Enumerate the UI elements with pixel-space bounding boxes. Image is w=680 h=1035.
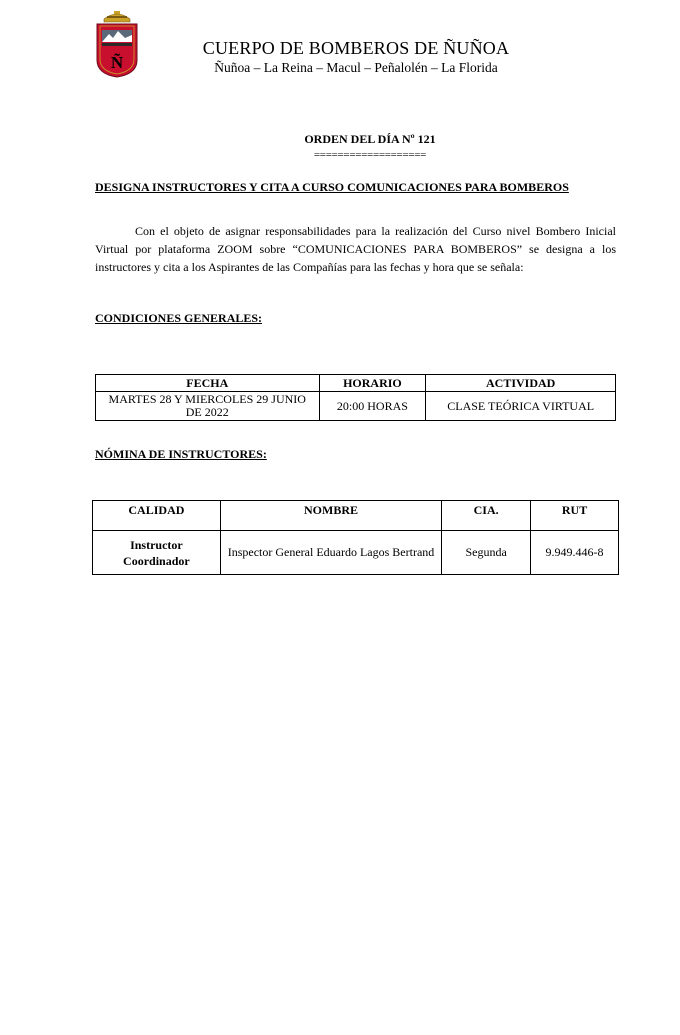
column-header-date: FECHA [96,375,320,392]
cell-date: MARTES 28 Y MIERCOLES 29 JUNIO DE 2022 [96,392,320,421]
cell-company: Segunda [442,531,531,575]
order-title: ORDEN DEL DÍA Nº 121 [304,132,436,146]
organization-communes: Ñuñoa – La Reina – Macul – Peñalolén – La Florida [214,60,498,75]
column-header-rut: RUT [531,501,619,531]
cell-rut: 9.949.446-8 [531,531,619,575]
column-header-time: HORARIO [319,375,426,392]
column-header-company: CIA. [442,501,531,531]
table-header-row [93,501,619,531]
cell-time: 20:00 HORAS [319,392,426,421]
table-row [96,392,616,421]
cell-name: Inspector General Eduardo Lagos Bertrand [220,531,441,575]
intro-paragraph: Con el objeto de asignar responsabilidades para la realización del Curso nivel Bombero Inicial Virtual por plataforma ZOOM sobre “COMUNICACIONES PARA BOMBEROS” se designa a los instructores y cita a los Aspirantes de las Compañías para las fechas y hora que se señala: [95,224,616,274]
cell-activity: CLASE TEÓRICA VIRTUAL [426,392,616,421]
table-header-row [96,375,616,392]
conditions-table [95,374,616,421]
column-header-quality: CALIDAD [93,501,221,531]
order-subject: DESIGNA INSTRUCTORES Y CITA A CURSO COMUNICACIONES PARA BOMBEROS [95,180,569,194]
instructors-heading: NÓMINA DE INSTRUCTORES: [95,447,267,461]
order-title-rule: =================== [313,149,427,161]
instructors-table [92,500,619,575]
conditions-heading: CONDICIONES GENERALES: [95,311,263,325]
table-row [93,531,619,575]
column-header-name: NOMBRE [220,501,441,531]
column-header-activity: ACTIVIDAD [426,375,616,392]
logo-letter: Ñ [110,53,124,72]
organization-name: CUERPO DE BOMBEROS DE ÑUÑOA [202,38,510,58]
cell-quality: Instructor Coordinador [93,531,221,575]
fire-department-emblem [94,10,140,78]
